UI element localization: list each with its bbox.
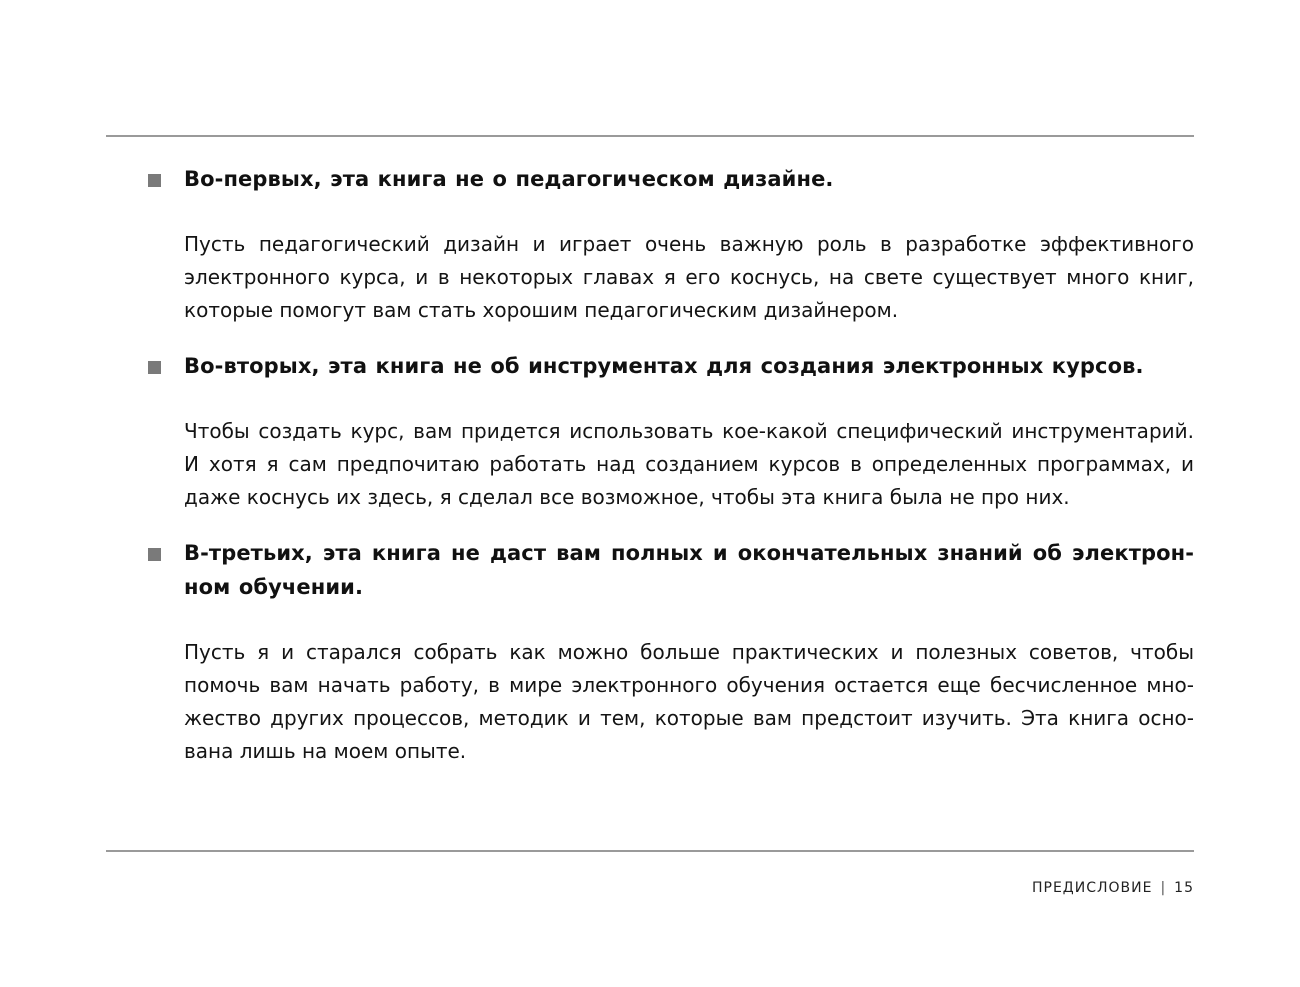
section-heading: В-третьих, эта книга не даст вам полных и окончательных знаний об электронном обучении.	[184, 541, 1194, 599]
square-bullet-icon	[148, 548, 161, 561]
section-2	[106, 349, 1194, 514]
section-paragraph: Чтобы создать курс, вам придется использовать кое-какой специфический инструментарий. И хотя я сам предпочитаю работать над созданием курсов в определенных программах, и даже коснусь их здесь, я сделал все возможное, чтобы эта книга была не про них.	[184, 419, 1194, 509]
bottom-divider	[106, 850, 1194, 852]
page-footer	[1032, 880, 1194, 896]
section-paragraph: Пусть я и старался собрать как можно больше практических и полезных советов, чтобы помочь вам начать работу, в мире электронного обучения остается еще бесчисленное множество других процессов, методик и тем, которые вам предстоит изучить. Эта книга основана лишь на моем опыте.	[184, 640, 1194, 763]
square-bullet-icon	[148, 174, 161, 187]
section-heading-row	[106, 162, 1194, 196]
section-paragraph: Пусть педагогический дизайн и играет очень важную роль в разработке эффективного электронного курса, и в некоторых главах я его коснусь, на свете существует много книг, которые помогут вам стать хорошим педагогическим дизайнером.	[184, 232, 1194, 322]
page-number: 15	[1174, 880, 1194, 896]
section-heading-row	[106, 349, 1194, 383]
footer-separator: |	[1160, 880, 1167, 896]
section-heading: Во-вторых, эта книга не об инструментах для создания электронных курсов.	[184, 354, 1144, 378]
section-3	[106, 536, 1194, 768]
running-head: ПРЕДИСЛОВИЕ	[1031, 880, 1153, 896]
section-heading: Во-первых, эта книга не о педагогическом дизайне.	[184, 167, 834, 191]
page-content	[106, 162, 1194, 768]
top-divider	[106, 135, 1194, 137]
section-1	[106, 162, 1194, 327]
square-bullet-icon	[148, 361, 161, 374]
section-heading-row	[106, 536, 1194, 604]
